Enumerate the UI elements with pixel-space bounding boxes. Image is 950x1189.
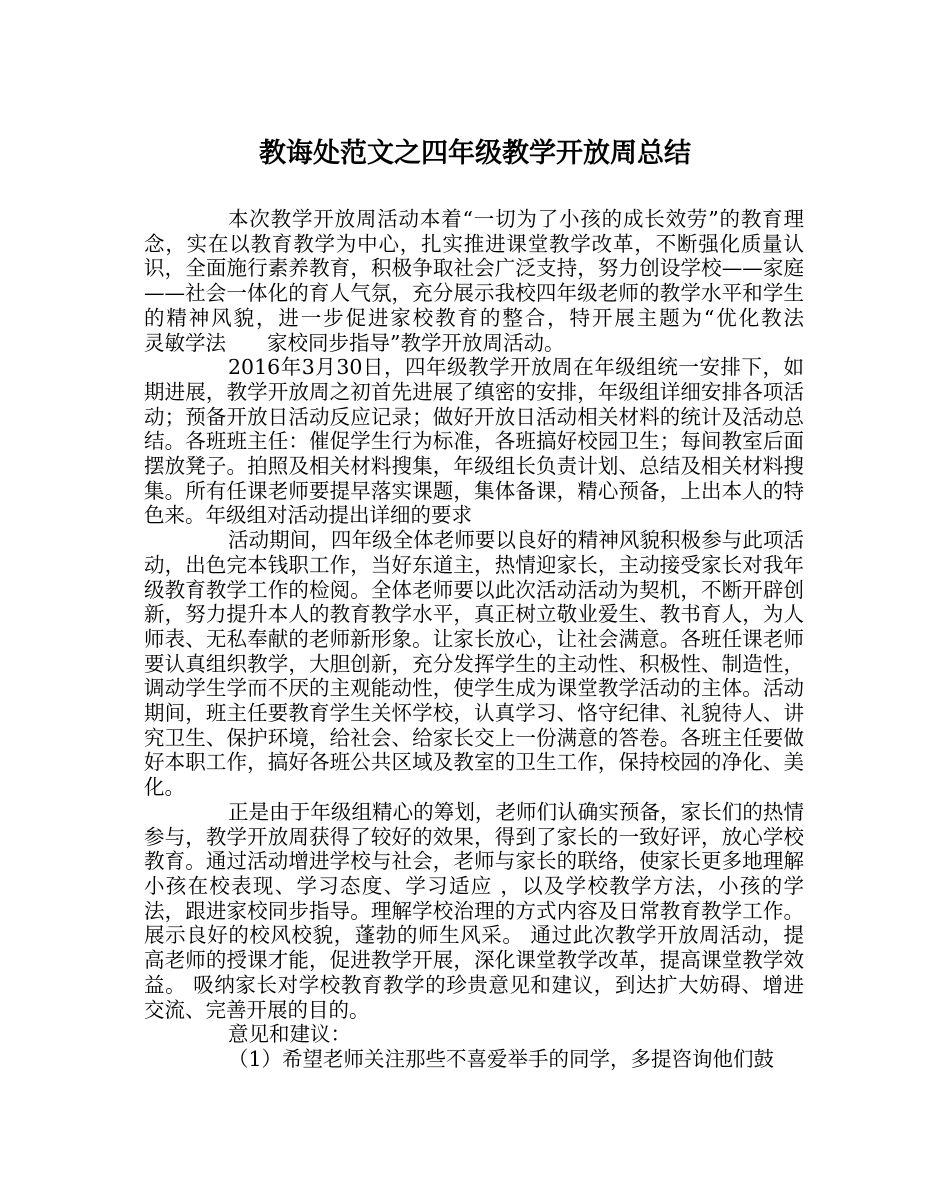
paragraph-intro: 本次教学开放周活动本着“一切为了小孩的成长效劳”的教育理念，实在以教育教学为中心，扎实推进课堂教学改革，不断强化质量认识，全面施行素养教育，积极争取社会广泛支持，努力创设学校——家庭——社会一体化的育人气氛，充分展示我校四年级老师的教学水平和学生的精神风貌，进一步促进家校教育的整合，特开展主题为“优化教法 灵敏学法 家校同步指导”教学开放周活动。 [144,207,845,355]
paragraph-results: 正是由于年级组精心的筹划，老师们认确实预备，家长们的热情参与，教学开放周获得了较好的效果，得到了家长的一致好评，放心学校教育。通过活动增进学校与社会，老师与家长的联络，使家长更多地理解小孩在校表现、学习态度、学习适应 ，以及学校教学方法，小孩的学法，跟进家校同步指导。理解学校治理的方式内容及日常教育教学工作。 展示良好的校风校貌，蓬勃的师生风采。 通过此次教学开放周活动，提高老师的授课才能，促进教学开展，深化课堂教学改革，提高课堂教学效益。 吸纳家长对学校教育教学的珍贵意见和建议，到达扩大妨碍、增进交流、完善开展的目的。 [144,799,804,1022]
paragraph-requirements: 活动期间，四年级全体老师要以良好的精神风貌积极参与此项活动，出色完本钱职工作，当好东道主，热情迎家长，主动接受家长对我年级教育教学工作的检阅。全体老师要以此次活动活动为契机，不断开辟创新，努力提升本人的教育教学水平，真正树立敬业爱生、教书育人，为人师表、无私奉献的老师新形象。让家长放心，让社会满意。各班任课老师要认真组织教学，大胆创新，充分发挥学生的主动性、积极性、制造性，调动学生学而不厌的主观能动性，使学生成为课堂教学活动的主体。活动期间，班主任要教育学生关怀学校，认真学习、恪守纪律、礼貌待人、讲究卫生、保护环境，给社会、给家长交上一份满意的答卷。各班主任要做好本职工作，搞好各班公共区域及教室的卫生工作，保持校园的净化、美化。 [144,528,804,800]
suggestion-item: （1）希望老师关注那些不喜爱举手的同学，多提咨询他们鼓 [228,1046,775,1071]
document-body [144,207,845,1072]
document-title: 教诲处范文之四年级教学开放周总结 [259,138,691,169]
paragraph-suggestions-heading: 意见和建议： [228,1022,351,1047]
paragraph-arrangement: 2016年3月30日，四年级教学开放周在年级组统一安排下，如期进展，教学开放周之初首先进展了缜密的安排，年级组详细安排各项活动；预备开放日活动反应记录；做好开放日活动相关材料的统计及活动总结。各班班主任：催促学生行为标准，各班搞好校园卫生；每间教室后面摆放凳子。拍照及相关材料搜集，年级组长负责计划、总结及相关材料搜集。所有任课老师要提早落实课题，集体备课，精心预备，上出本人的特色来。年级组对活动提出详细的要求 [144,355,804,528]
